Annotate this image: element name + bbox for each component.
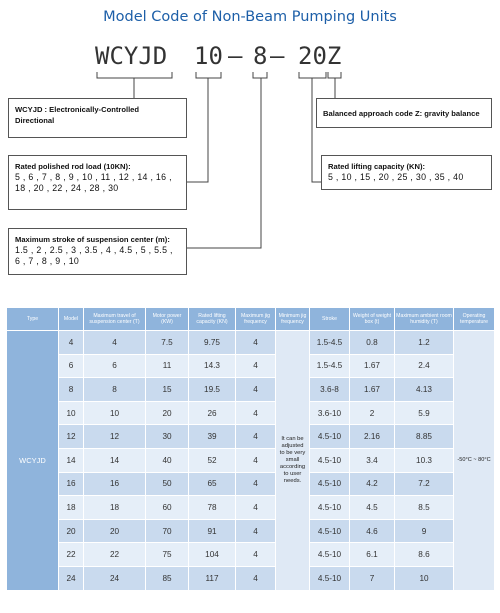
table-cell: 8.6	[395, 543, 454, 567]
table-cell: 6	[84, 354, 146, 378]
type-cell: WCYJD	[7, 331, 59, 591]
table-row	[7, 472, 495, 496]
table-row	[7, 331, 495, 355]
type-code-label: WCYJD : Electronically-Controlled Directional	[15, 105, 140, 125]
table-cell: 10	[84, 401, 146, 425]
table-cell: 4.5-10	[310, 496, 350, 520]
lifting-capacity-label: Rated lifting capacity (KN):	[328, 162, 426, 171]
table-header-cell: Motor power (KW)	[146, 308, 189, 331]
table-cell: 3.6-10	[310, 401, 350, 425]
code-stroke: 8	[253, 42, 268, 70]
table-cell: 8.85	[395, 425, 454, 449]
table-row	[7, 401, 495, 425]
table-cell: 3.6-8	[310, 378, 350, 402]
table-header-cell: Maximum jig frequency	[236, 308, 276, 331]
table-cell: 4	[84, 331, 146, 355]
table-cell: 70	[146, 519, 189, 543]
table-header-cell: Type	[7, 308, 59, 331]
table-cell: 24	[84, 566, 146, 590]
table-cell: 30	[146, 425, 189, 449]
balance-code-box	[316, 98, 492, 128]
table-cell: 4	[236, 566, 276, 590]
table-header-cell: Weight of weight box (t)	[350, 308, 395, 331]
stroke-label: Maximum stroke of suspension center (m):	[15, 235, 170, 244]
table-cell: 1.67	[350, 354, 395, 378]
table-cell: 4.5-10	[310, 425, 350, 449]
table-row	[7, 448, 495, 472]
table-cell: 39	[189, 425, 236, 449]
code-dash-1: —	[228, 42, 243, 70]
table-body	[7, 331, 495, 591]
table-cell: 6.1	[350, 543, 395, 567]
stroke-box	[8, 228, 187, 275]
table-row	[7, 496, 495, 520]
table-cell: 20	[84, 519, 146, 543]
table-cell: 4.5-10	[310, 543, 350, 567]
table-cell: 18	[59, 496, 84, 520]
code-load: 10	[194, 42, 223, 70]
table-cell: 4	[236, 331, 276, 355]
table-cell: 1.5-4.5	[310, 331, 350, 355]
table-row	[7, 543, 495, 567]
table-cell: 20	[146, 401, 189, 425]
table-header-row	[7, 308, 495, 331]
code-type: WCYJD	[95, 42, 168, 70]
table-cell: 75	[146, 543, 189, 567]
table-header-cell: Minimum jig frequency	[276, 308, 310, 331]
table-row	[7, 354, 495, 378]
table-cell: 4.13	[395, 378, 454, 402]
table-cell: 4	[236, 354, 276, 378]
table-cell: 19.5	[189, 378, 236, 402]
table-cell: 7.5	[146, 331, 189, 355]
table-cell: 18	[84, 496, 146, 520]
table-cell: 14.3	[189, 354, 236, 378]
table-cell: 4.6	[350, 519, 395, 543]
code-dash-2: —	[270, 42, 285, 70]
table-cell: 26	[189, 401, 236, 425]
table-row	[7, 519, 495, 543]
table-cell: 8	[84, 378, 146, 402]
table-cell: 52	[189, 448, 236, 472]
table-cell: 20	[59, 519, 84, 543]
table-cell: 4.5	[350, 496, 395, 520]
table-cell: 2.16	[350, 425, 395, 449]
table-cell: 60	[146, 496, 189, 520]
rated-load-label: Rated polished rod load (10KN):	[15, 162, 131, 171]
table-cell: 8.5	[395, 496, 454, 520]
table-cell: 10.3	[395, 448, 454, 472]
table-cell: 4	[236, 378, 276, 402]
table-cell: 50	[146, 472, 189, 496]
balance-code-label: Balanced approach code Z: gravity balance	[323, 109, 480, 118]
table-cell: 4	[59, 331, 84, 355]
table-cell: 7	[350, 566, 395, 590]
table-cell: 8	[59, 378, 84, 402]
table-cell: 2	[350, 401, 395, 425]
table-cell: 14	[59, 448, 84, 472]
table-cell: 10	[59, 401, 84, 425]
table-cell: 1.5-4.5	[310, 354, 350, 378]
table-cell: 78	[189, 496, 236, 520]
table-cell: 15	[146, 378, 189, 402]
table-row	[7, 566, 495, 590]
table-cell: 1.67	[350, 378, 395, 402]
rated-load-values: 5 , 6 , 7 , 8 , 9 , 10 , 11 , 12 , 14 , 16 , 18 , 20 , 22 , 24 , 28 , 30	[15, 172, 172, 193]
table-cell: 4	[236, 472, 276, 496]
table-cell: 10	[395, 566, 454, 590]
table-cell: 12	[84, 425, 146, 449]
lifting-capacity-values: 5 , 10 , 15 , 20 , 25 , 30 , 35 , 40	[328, 172, 464, 182]
table-cell: 22	[59, 543, 84, 567]
table-header-cell: Stroke	[310, 308, 350, 331]
table-cell: 4.5-10	[310, 448, 350, 472]
table-cell: 6	[59, 354, 84, 378]
table-cell: 16	[84, 472, 146, 496]
table-cell: 9	[395, 519, 454, 543]
table-cell: 91	[189, 519, 236, 543]
table-cell: 4	[236, 496, 276, 520]
lifting-capacity-box	[321, 155, 492, 190]
table-cell: 117	[189, 566, 236, 590]
table-cell: 5.9	[395, 401, 454, 425]
table-header-cell: Rated lifting capacity (KN)	[189, 308, 236, 331]
spec-table	[6, 307, 495, 591]
table-cell: 11	[146, 354, 189, 378]
code-lifting-balance: 20Z	[298, 42, 342, 70]
table-header-cell: Model	[59, 308, 84, 331]
min-jig-frequency-note: It can be adjusted to be very small according to user needs.	[276, 331, 310, 591]
table-header-cell: Maximum ambient room humidity (T)	[395, 308, 454, 331]
table-cell: 40	[146, 448, 189, 472]
table-cell: 16	[59, 472, 84, 496]
table-cell: 22	[84, 543, 146, 567]
table-cell: 4.5-10	[310, 566, 350, 590]
stroke-values: 1.5 , 2 , 2.5 , 3 , 3.5 , 4 , 4.5 , 5 , 5.5 , 6 , 7 , 8 , 9 , 10	[15, 245, 173, 266]
table-cell: 24	[59, 566, 84, 590]
table-cell: 4.5-10	[310, 519, 350, 543]
page-title: Model Code of Non-Beam Pumping Units	[103, 9, 397, 25]
table-cell: 4	[236, 425, 276, 449]
table-header-cell: Maximum travel of suspension center (T)	[84, 308, 146, 331]
table-cell: 85	[146, 566, 189, 590]
rated-load-box	[8, 155, 187, 210]
table-cell: 3.4	[350, 448, 395, 472]
table-cell: 4	[236, 401, 276, 425]
table-cell: 104	[189, 543, 236, 567]
table-cell: 9.75	[189, 331, 236, 355]
table-cell: 12	[59, 425, 84, 449]
table-header-cell: Operating temperature	[454, 308, 495, 331]
type-code-box	[8, 98, 187, 138]
table-cell: 4	[236, 543, 276, 567]
table-cell: 4.5-10	[310, 472, 350, 496]
table-cell: 0.8	[350, 331, 395, 355]
table-cell: 4	[236, 448, 276, 472]
table-row	[7, 378, 495, 402]
table-cell: 4.2	[350, 472, 395, 496]
table-cell: 1.2	[395, 331, 454, 355]
operating-temperature-cell: -50°C ~ 80°C	[454, 331, 495, 591]
table-cell: 4	[236, 519, 276, 543]
table-cell: 65	[189, 472, 236, 496]
table-row	[7, 425, 495, 449]
table-cell: 14	[84, 448, 146, 472]
table-cell: 2.4	[395, 354, 454, 378]
table-cell: 7.2	[395, 472, 454, 496]
